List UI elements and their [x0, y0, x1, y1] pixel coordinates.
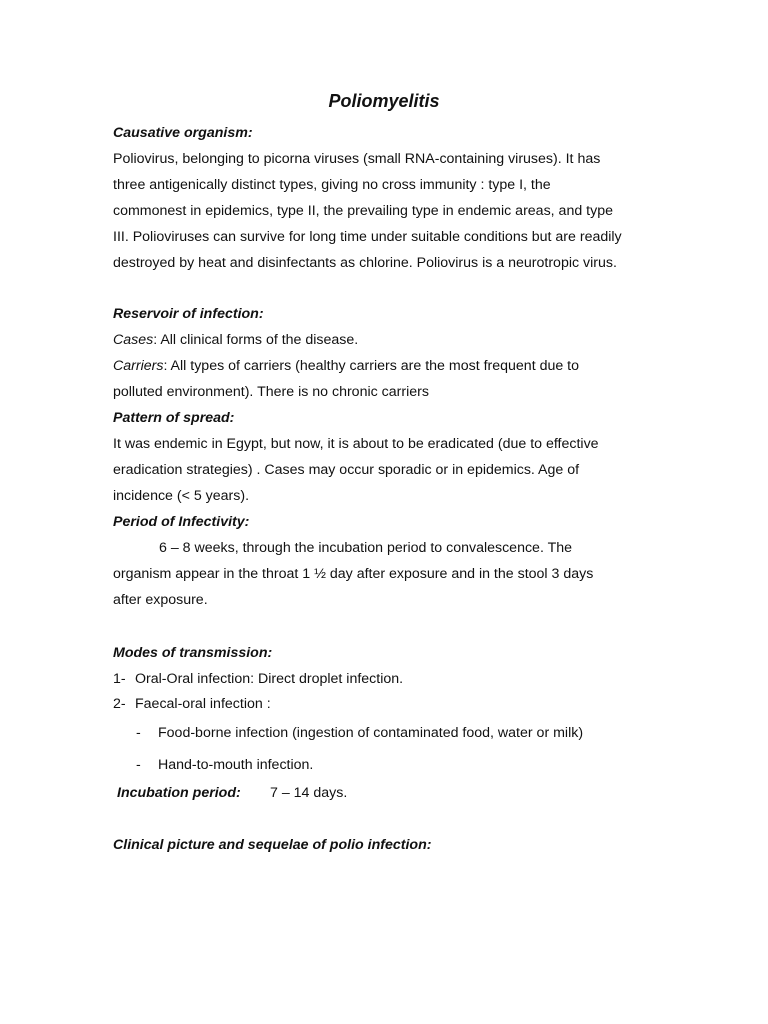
causative-line: commonest in epidemics, type II, the prevailing type in endemic areas, and type — [113, 203, 613, 219]
reservoir-carriers — [113, 356, 579, 376]
pattern-heading: Pattern of spread: — [113, 410, 235, 426]
modes-subitem-text: Food-borne infection (ingestion of contaminated food, water or milk) — [158, 725, 584, 741]
cases-label: Cases — [113, 332, 154, 348]
reservoir-carriers-cont: polluted environment). There is no chronic carriers — [113, 384, 429, 400]
causative-line: Poliovirus, belonging to picorna viruses (small RNA-containing viruses). It has — [113, 151, 601, 167]
causative-line: three antigenically distinct types, giving no cross immunity : type I, the — [113, 177, 551, 193]
modes-item-number: 2- — [113, 696, 126, 712]
period-heading: Period of Infectivity: — [113, 514, 250, 530]
reservoir-heading: Reservoir of infection: — [113, 306, 264, 322]
modes-item-text: Faecal-oral infection : — [135, 696, 271, 712]
modes-subitem — [136, 755, 314, 775]
modes-subitem-dash: - — [136, 757, 141, 773]
reservoir-cases — [113, 330, 358, 350]
causative-line: destroyed by heat and disinfectants as chlorine. Poliovirus is a neurotropic virus. — [113, 255, 617, 271]
pattern-line: eradication strategies) . Cases may occur sporadic or in epidemics. Age of — [113, 462, 580, 478]
modes-item-number: 1- — [113, 671, 126, 687]
period-line: after exposure. — [113, 592, 208, 608]
pattern-line: It was endemic in Egypt, but now, it is about to be eradicated (due to effective — [113, 436, 599, 452]
incubation-label: Incubation period: — [117, 785, 241, 801]
modes-item — [113, 694, 271, 714]
period-line: organism appear in the throat 1 ½ day after exposure and in the stool 3 days — [113, 566, 594, 582]
modes-item — [113, 669, 404, 689]
page-title: Poliomyelitis — [328, 91, 440, 111]
modes-item-text: Oral-Oral infection: Direct droplet infection. — [135, 671, 404, 687]
cases-text: : All clinical forms of the disease. — [153, 332, 359, 348]
clinical-heading: Clinical picture and sequelae of polio infection: — [113, 837, 432, 853]
incubation-row — [117, 783, 348, 803]
modes-subitem-dash: - — [136, 725, 141, 741]
causative-line: III. Polioviruses can survive for long time under suitable conditions but are readily — [113, 229, 622, 245]
pattern-line: incidence (< 5 years). — [113, 488, 250, 504]
causative-heading: Causative organism: — [113, 125, 253, 141]
modes-subitem — [136, 723, 584, 743]
carriers-text: : All types of carriers (healthy carriers are the most frequent due to — [163, 358, 580, 374]
incubation-value: 7 – 14 days. — [270, 785, 348, 801]
period-line: 6 – 8 weeks, through the incubation period to convalescence. The — [159, 540, 573, 556]
carriers-label: Carriers — [113, 358, 164, 374]
modes-heading: Modes of transmission: — [113, 645, 273, 661]
modes-subitem-text: Hand-to-mouth infection. — [158, 757, 314, 773]
